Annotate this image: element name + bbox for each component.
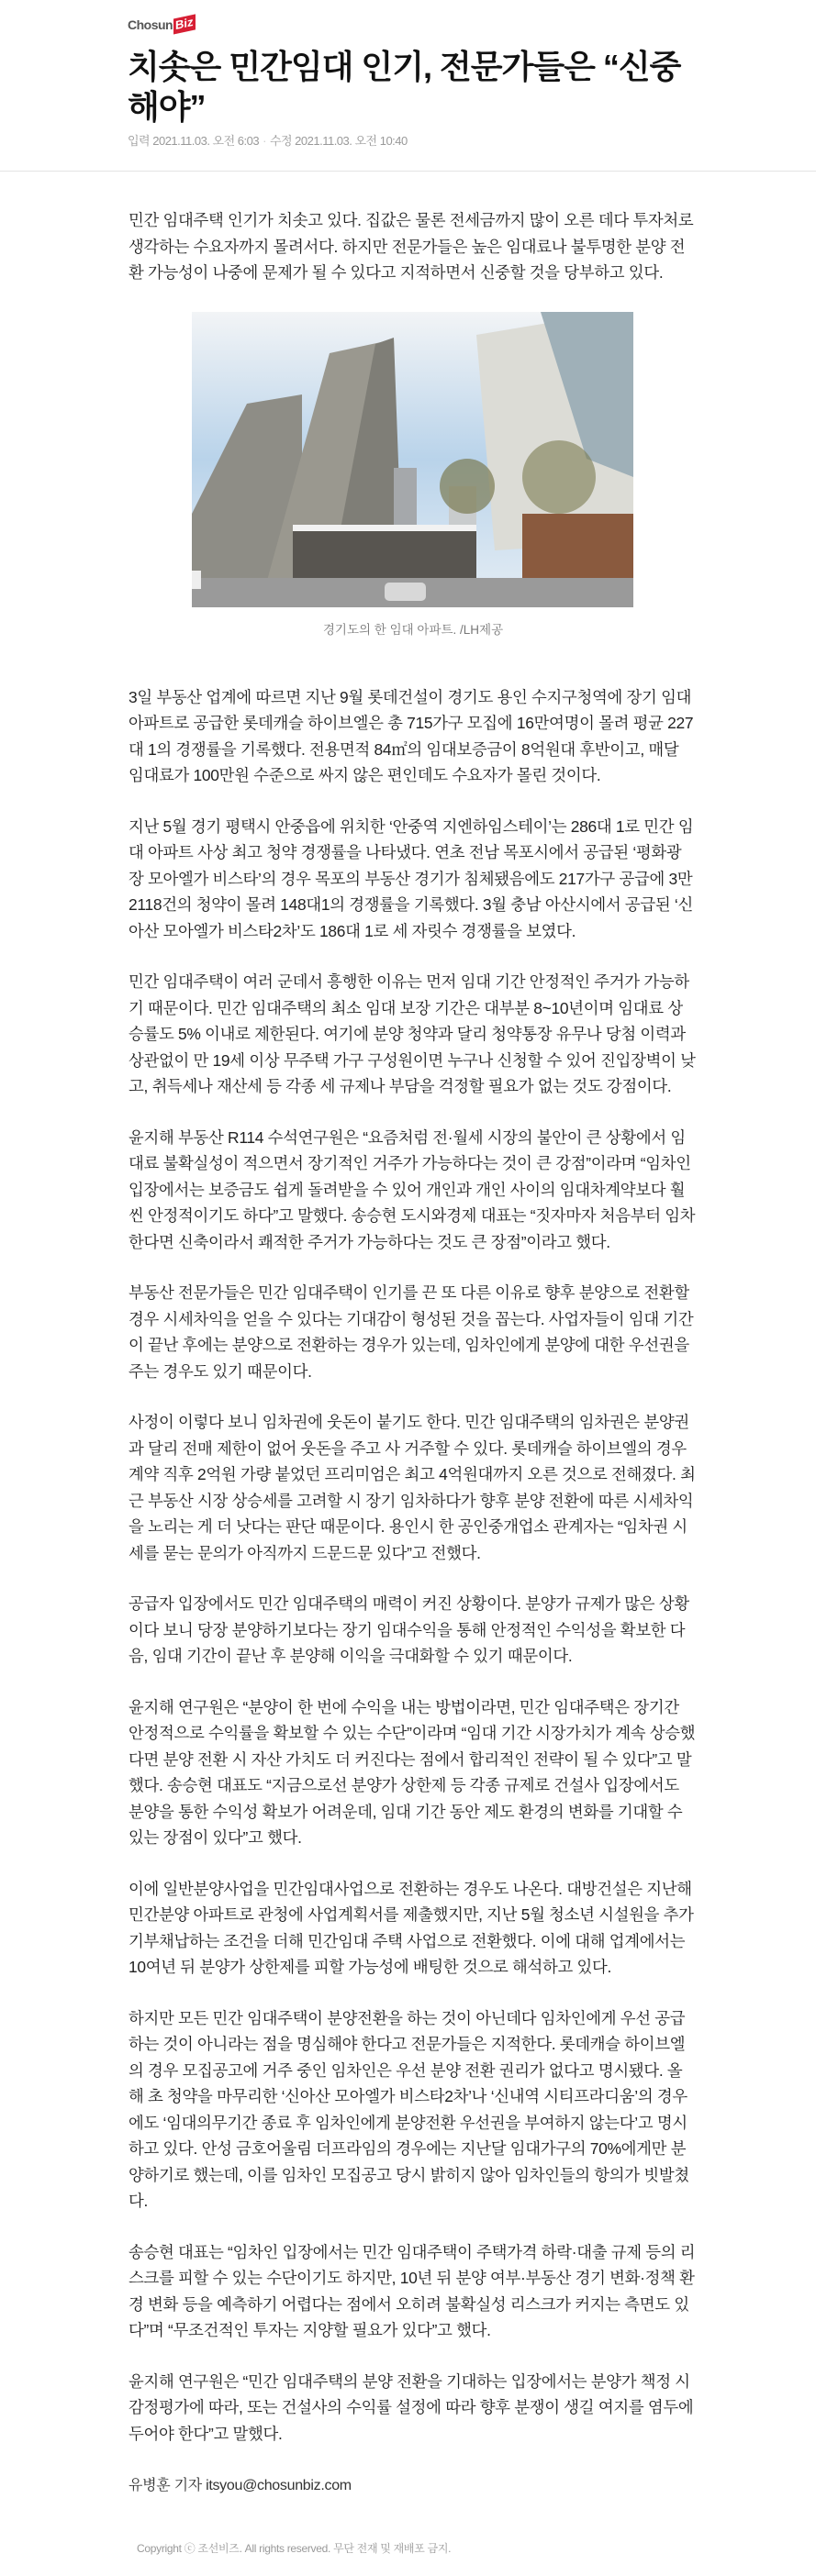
logo-text-chosun: Chosun [128, 17, 173, 32]
article-body [129, 207, 696, 2471]
paragraph: 민간 임대주택이 여러 군데서 흥행한 이유는 먼저 임대 기간 안정적인 주거가 가능하기 때문이다. 민간 임대주택의 최소 임대 보장 기간은 대부분 8~10년이며 임대료 상승률도 5% 이내로 제한된다. 여기에 분양 청약과 달리 청약통장 유무나 당첨 이력과 상관없이 만 19세 이상 무주택 가구 구성원이면 누구나 신청할 수 있어 진입장벽이 낮고, 취득세나 재산세 등 각종 세 규제나 부담을 걱정할 필요가 없는 것도 강점이다. [129, 972, 696, 1095]
paragraph: 사정이 이렇다 보니 임차권에 웃돈이 붙기도 한다. 민간 임대주택의 임차권은 분양권과 달리 전매 제한이 없어 웃돈을 주고 사 거주할 수 있다. 롯데캐슬 하이브엘의 경우 계약 직후 2억원 가량 붙었던 프리미엄은 최고 4억원대까지 오른 것으로 전해졌다. 최근 부동산 시장 상승세를 고려할 시 장기 임차하다가 향후 분양 전환에 따른 시세차익을 노리는 게 더 낫다는 판단 때문이다. 용인시 한 공인중개업소 관계자는 “임차권 시세를 묻는 문의가 아직까지 드문드문 있다”고 전했다. [129, 1413, 696, 1562]
paragraph: 공급자 입장에서도 민간 임대주택의 매력이 커진 상황이다. 분양가 규제가 많은 상황이다 보니 당장 분양하기보다는 장기 임대수익을 통해 안정적인 수익성을 확보한 다음, 임대 기간이 끝난 후 분양해 이익을 극대화할 수 있기 때문이다. [129, 1594, 689, 1665]
date-modified: 수정 2021.11.03. 오전 10:40 [269, 134, 408, 148]
paragraph: 윤지해 부동산 R114 수석연구원은 “요즘처럼 전·월세 시장의 불안이 큰 상황에서 임대료 불확실성이 적으면서 장기적인 거주가 가능하다는 것이 큰 강점”이라며 “임차인 입장에서는 보증금도 쉽게 돌려받을 수 있어 개인과 개인 사이의 임대차계약보다 훨씬 안정적이기도 하다”고 말했다. 송승현 도시와경제 대표는 “짓자마자 처음부터 임차한다면 신축이라서 쾌적한 주거가 가능하다는 것도 큰 장점”이라고 했다. [129, 1127, 696, 1251]
chosunbiz-logo[interactable] [128, 14, 196, 33]
paragraph: 윤지해 연구원은 “민간 임대주택의 분양 전환을 기대하는 입장에서는 분양가 책정 시 감정평가에 따라, 또는 건설사의 수익률 설정에 따라 향후 분쟁이 생길 여지를 염두에 두어야 한다”고 말했다. [129, 2371, 694, 2443]
paragraph: 이에 일반분양사업을 민간임대사업으로 전환하는 경우도 나온다. 대방건설은 지난해 민간분양 아파트로 관청에 사업계획서를 제출했지만, 지난 5월 청소년 시설원을 추가 기부채납하는 조건을 더해 민간임대 주택 사업으로 전환했다. 이에 대해 업계에서는 10여년 뒤 분양가 상한제를 피할 가능성에 배팅한 것으로 해석하고 있다. [129, 1879, 694, 1976]
article-figure [0, 312, 816, 639]
logo-text-biz: Biz [173, 15, 196, 35]
paragraph: 3일 부동산 업계에 따르면 지난 9월 롯데건설이 경기도 용인 수지구청역에 장기 임대 아파트로 공급한 롯데캐슬 하이브엘은 총 715가구 모집에 16만여명이 몰려 평균 227대 1의 경쟁률을 기록했다. 전용면적 84㎡의 임대보증금이 8억원대 후반이고, 매달 임대료가 100만원 수준으로 싸지 않은 편인데도 수요자가 몰린 것이다. [129, 687, 694, 784]
paragraph: 하지만 모든 민간 임대주택이 분양전환을 하는 것이 아닌데다 임차인에게 우선 공급하는 것이 아니라는 점을 명심해야 한다고 전문가들은 지적한다. 롯데캐슬 하이브엘의 경우 모집공고에 거주 중인 임차인은 우선 분양 전환 권리가 없다고 명시됐다. 올해 초 청약을 마무리한 ‘신아산 모아엘가 비스타2차’나 ‘신내역 시티프라디움’의 경우에도 ‘임대의무기간 종료 후 임차인에게 분양전환 우선권을 부여하지 않는다’고 명시하고 있다. 안성 금호어울림 더프라임의 경우에는 지난달 임대가구의 70%에게만 분양하기로 했는데, 이를 임차인 모집공고 당시 밝히지 않아 임차인들의 항의가 빗발쳤다. [129, 2008, 689, 2210]
header-divider [0, 171, 816, 172]
paragraph: 송승현 대표는 “임차인 입장에서는 민간 임대주택이 주택가격 하락·대출 규제 등의 리스크를 피할 수 있는 수단이기도 하지만, 10년 뒤 분양 여부·부동산 경기 변화·정책 환경 변화 등을 예측하기 어렵다는 점에서 오히려 불확실성 리스크가 커지는 측면도 있다”며 “무조건적인 투자는 지양할 필요가 있다”고 했다. [129, 2242, 696, 2339]
apartment-photo [192, 312, 633, 607]
article-title: 치솟은 민간임대 인기, 전문가들은 “신중해야” [128, 48, 681, 126]
date-separator: · [263, 134, 266, 148]
image-caption: 경기도의 한 임대 아파트. /LH제공 [322, 622, 504, 637]
paragraph: 지난 5월 경기 평택시 안중읍에 위치한 ‘안중역 지엔하임스테이’는 286대 1로 민간 임대 아파트 사상 최고 청약 경쟁률을 나타냈다. 연초 전남 목포시에서 공급된 ‘평화광장 모아엘가 비스타’의 경우 목포의 부동산 경기가 침체됐음에도 217가구 공급에 3만2118건의 청약이 몰려 148대1의 경쟁률을 기록했다. 3월 충남 아산시에서 공급된 ‘신아산 모아엘가 비스타2차’도 186대 1로 세 자릿수 경쟁률을 보였다. [129, 816, 694, 940]
article-lead: 민간 임대주택 인기가 치솟고 있다. 집값은 물론 전세금까지 많이 오른 데다 투자처로 생각하는 수요자까지 몰려서다. 하지만 전문가들은 높은 임대료나 불투명한 분양 전환 가능성이 나중에 문제가 될 수 있다고 지적하면서 신중할 것을 당부하고 있다. [129, 211, 694, 282]
copyright-notice: Copyright ⓒ 조선비즈. All rights reserved. 무단 전재 및 재배포 금지. [137, 2542, 452, 2555]
paragraph: 부동산 전문가들은 민간 임대주택이 인기를 끈 또 다른 이유로 향후 분양으로 전환할 경우 시세차익을 얻을 수 있다는 기대감이 형성된 것을 꼽는다. 사업자들이 임대 기간이 끝난 후에는 분양으로 전환하는 경우가 있는데, 임차인에게 분양에 대한 우선권을 주는 경우도 있기 때문이다. [129, 1283, 694, 1381]
article-dates [128, 131, 408, 149]
date-input: 입력 2021.11.03. 오전 6:03 [128, 134, 260, 148]
paragraph: 윤지해 연구원은 “분양이 한 번에 수익을 내는 방법이라면, 민간 임대주택은 장기간 안정적으로 수익률을 확보할 수 있는 수단”이라며 “임대 기간 시장가치가 계속 상승했다면 분양 전환 시 자산 가치도 더 커진다는 점에서 합리적인 전략이 될 수 있다”고 말했다. 송승현 대표도 “지금으로선 분양가 상한제 등 각종 규제로 건설사 입장에서도 분양을 통한 수익성 확보가 어려운데, 임대 기간 동안 제도 환경의 변화를 기대할 수 있는 장점이 있다”고 했다. [129, 1697, 696, 1847]
reporter-byline: 유병훈 기자 itsyou@chosunbiz.com [129, 2478, 352, 2493]
